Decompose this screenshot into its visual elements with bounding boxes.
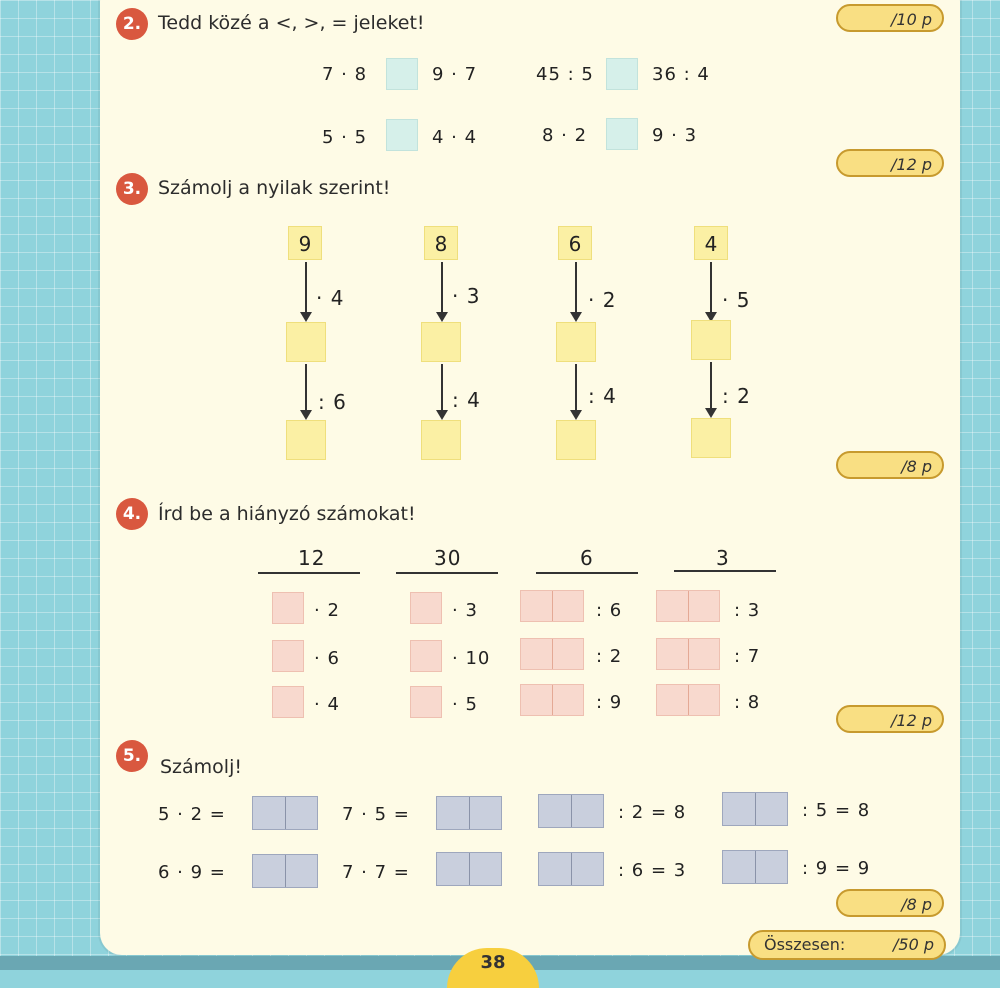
ex3-chain3-op2: : 4: [588, 384, 617, 408]
ex5-row2-b-box[interactable]: [436, 852, 502, 886]
score-ex5: /12 p: [836, 705, 944, 733]
ex3-chain1-op2: : 6: [318, 390, 347, 414]
score-total: [748, 930, 946, 960]
ex3-chain1-arrow1: [305, 262, 307, 320]
ex4-col3-op1: : 6: [596, 600, 623, 621]
ex4-col1-box3[interactable]: [272, 686, 304, 718]
ex4-col2-line: [396, 572, 498, 574]
ex2-row1-right2: 36 : 4: [652, 64, 710, 85]
ex4-col1-box2[interactable]: [272, 640, 304, 672]
ex5-row1-c-box[interactable]: [538, 794, 604, 828]
ex4-col1-line: [258, 572, 360, 574]
exercise-5-badge: 5.: [116, 740, 148, 772]
ex4-col2-box1[interactable]: [410, 592, 442, 624]
ex5-row2-a: 6 · 9 =: [158, 862, 226, 883]
ex5-row2-d-box[interactable]: [722, 850, 788, 884]
ex3-chain2-box1[interactable]: [421, 322, 461, 362]
ex4-col4-op1: : 3: [734, 600, 761, 621]
ex3-chain4-box2[interactable]: [691, 418, 731, 458]
ex4-col1-op1: · 2: [314, 600, 340, 621]
ex3-chain2-box2[interactable]: [421, 420, 461, 460]
ex2-row2-right1: 4 · 4: [432, 127, 478, 148]
ex2-row2-left2: 8 · 2: [542, 125, 588, 146]
ex5-row1-b-box[interactable]: [436, 796, 502, 830]
ex2-row2-sign2-box[interactable]: [606, 118, 638, 150]
ex4-col2-op2: · 10: [452, 648, 491, 669]
exercise-4-badge: 4.: [116, 498, 148, 530]
ex2-row1-right1: 9 · 7: [432, 64, 478, 85]
ex3-chain1-start: 9: [288, 226, 322, 260]
exercise-3-title: Számolj a nyilak szerint!: [158, 177, 391, 199]
ex4-col4-line: [674, 570, 776, 572]
ex5-row2-b: 7 · 7 =: [342, 862, 410, 883]
score-ex3: /12 p: [836, 149, 944, 177]
score-ex4: /8 p: [836, 451, 944, 479]
ex4-col3-box1[interactable]: [520, 590, 584, 622]
ex5-row1-d-box[interactable]: [722, 792, 788, 826]
ex5-row1-a: 5 · 2 =: [158, 804, 226, 825]
ex3-chain3-arrow2: [575, 364, 577, 418]
ex3-chain4-start: 4: [694, 226, 728, 260]
exercise-2-badge: 2.: [116, 8, 148, 40]
exercise-2-title: Tedd közé a <, >, = jeleket!: [158, 12, 425, 34]
ex2-row1-sign1-box[interactable]: [386, 58, 418, 90]
ex3-chain4-op1: · 5: [722, 288, 751, 312]
ex2-row2-sign1-box[interactable]: [386, 119, 418, 151]
ex3-chain4-arrow1: [710, 262, 712, 320]
ex4-col1-header: 12: [298, 546, 326, 570]
ex4-col3-op3: : 9: [596, 692, 623, 713]
ex2-row2-right2: 9 · 3: [652, 125, 698, 146]
ex3-chain3-box1[interactable]: [556, 322, 596, 362]
ex3-chain3-box2[interactable]: [556, 420, 596, 460]
ex4-col4-op3: : 8: [734, 692, 761, 713]
ex4-col4-box2[interactable]: [656, 638, 720, 670]
ex3-chain1-box1[interactable]: [286, 322, 326, 362]
ex5-row1-c: : 2 = 8: [618, 802, 687, 823]
ex5-row2-c: : 6 = 3: [618, 860, 687, 881]
ex4-col3-box2[interactable]: [520, 638, 584, 670]
ex3-chain4-box1[interactable]: [691, 320, 731, 360]
ex5-row2-a-box[interactable]: [252, 854, 318, 888]
ex4-col2-box3[interactable]: [410, 686, 442, 718]
ex3-chain3-start: 6: [558, 226, 592, 260]
exercise-3-badge: 3.: [116, 173, 148, 205]
ex3-chain1-arrow2: [305, 364, 307, 418]
ex4-col1-op3: · 4: [314, 694, 340, 715]
ex3-chain1-box2[interactable]: [286, 420, 326, 460]
ex4-col1-box1[interactable]: [272, 592, 304, 624]
ex3-chain2-arrow2: [441, 364, 443, 418]
exercise-5-title: Számolj!: [160, 756, 242, 778]
ex5-row2-d: : 9 = 9: [802, 858, 871, 879]
score-ex2: /10 p: [836, 4, 944, 32]
ex5-row2-c-box[interactable]: [538, 852, 604, 886]
ex3-chain2-start: 8: [424, 226, 458, 260]
ex4-col1-op2: · 6: [314, 648, 340, 669]
ex3-chain2-arrow1: [441, 262, 443, 320]
ex5-row1-a-box[interactable]: [252, 796, 318, 830]
page-number: 38: [447, 948, 539, 988]
ex2-row1-sign2-box[interactable]: [606, 58, 638, 90]
ex3-chain4-op2: : 2: [722, 384, 751, 408]
ex2-row2-left1: 5 · 5: [322, 127, 368, 148]
exercise-4-title: Írd be a hiányzó számokat!: [158, 503, 416, 525]
ex3-chain4-arrow2: [710, 362, 712, 416]
ex4-col3-header: 6: [580, 546, 594, 570]
ex4-col2-header: 30: [434, 546, 462, 570]
ex3-chain1-op1: · 4: [316, 286, 345, 310]
ex3-chain2-op1: · 3: [452, 284, 481, 308]
ex5-row1-d: : 5 = 8: [802, 800, 871, 821]
ex4-col2-op3: · 5: [452, 694, 478, 715]
ex2-row1-left2: 45 : 5: [536, 64, 594, 85]
ex3-chain3-op1: · 2: [588, 288, 617, 312]
ex4-col3-box3[interactable]: [520, 684, 584, 716]
ex4-col4-box1[interactable]: [656, 590, 720, 622]
ex4-col4-box3[interactable]: [656, 684, 720, 716]
ex3-chain2-op2: : 4: [452, 388, 481, 412]
ex4-col3-op2: : 2: [596, 646, 623, 667]
ex4-col4-op2: : 7: [734, 646, 761, 667]
ex4-col2-op1: · 3: [452, 600, 478, 621]
ex4-col2-box2[interactable]: [410, 640, 442, 672]
ex4-col3-line: [536, 572, 638, 574]
score-last: /8 p: [836, 889, 944, 917]
ex4-col4-header: 3: [716, 546, 730, 570]
total-value: /50 p: [893, 935, 934, 954]
ex3-chain3-arrow1: [575, 262, 577, 320]
ex5-row1-b: 7 · 5 =: [342, 804, 410, 825]
ex2-row1-left1: 7 · 8: [322, 64, 368, 85]
total-label: Összesen:: [764, 935, 846, 954]
